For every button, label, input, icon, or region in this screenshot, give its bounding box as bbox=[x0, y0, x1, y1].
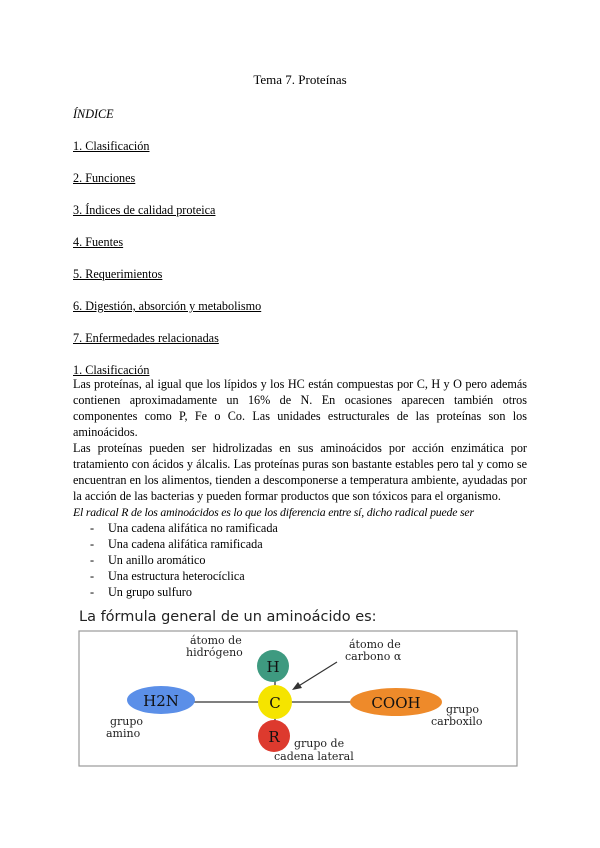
caption: hidrógeno bbox=[186, 646, 243, 659]
index-item[interactable]: 1. Clasificación bbox=[73, 139, 150, 153]
caption: amino bbox=[106, 727, 141, 740]
label-r: R bbox=[268, 728, 280, 746]
label-c: C bbox=[269, 694, 281, 712]
caption: carbono α bbox=[345, 650, 402, 663]
index-item[interactable]: 6. Digestión, absorción y metabolismo bbox=[73, 299, 262, 313]
list-item: - Una estructura heterocíclica bbox=[73, 568, 527, 584]
paragraph: Las proteínas pueden ser hidrolizadas en sus aminoácidos por acción enzimática por tratamiento con ácidos y álcalis. Las proteínas puras son bastante estables pero tal y como se encuentran en los alimentos, tienden a descomponerse a temperatura ambiente, ayudadas por la acción de las bacterias y pueden formar productos que son tóxicos para el organismo. bbox=[73, 441, 527, 503]
index-item[interactable]: 4. Fuentes bbox=[73, 235, 124, 249]
paragraph-italic: El radical R de los aminoácidos es lo que los diferencia entre sí, dicho radical puede ser bbox=[73, 505, 474, 519]
list-item: - Una cadena alifática no ramificada bbox=[73, 520, 527, 536]
list-item: - Un grupo sulfuro bbox=[73, 584, 527, 600]
section-content bbox=[73, 376, 527, 770]
list-item: - Una cadena alifática ramificada bbox=[73, 536, 527, 552]
index-item[interactable]: 3. Índices de calidad proteica bbox=[73, 203, 216, 217]
figure-title: La fórmula general de un aminoácido es: bbox=[79, 609, 377, 625]
caption: átomo de bbox=[190, 634, 242, 647]
caption: átomo de bbox=[349, 638, 401, 651]
index-item[interactable]: 5. Requerimientos bbox=[73, 267, 163, 281]
index-heading: ÍNDICE bbox=[73, 107, 114, 121]
radical-list bbox=[73, 520, 527, 600]
label-cooh: COOH bbox=[371, 694, 421, 712]
caption: grupo bbox=[446, 703, 480, 716]
section-body bbox=[73, 376, 527, 600]
caption: grupo bbox=[110, 715, 144, 728]
paragraph: Las proteínas, al igual que los lípidos y los HC están compuestas por C, H y O pero además contienen aproximadamente un 16% de N. En ocasiones aparecen también otros componentes como P, Fe o Co. Las unidades estructurales de las proteínas son los aminoácidos. bbox=[73, 377, 527, 439]
amino-acid-diagram bbox=[73, 628, 527, 770]
label-nh2: H2N bbox=[143, 692, 179, 710]
label-h: H bbox=[266, 658, 280, 676]
list-item: - Un anillo aromático bbox=[73, 552, 527, 568]
index-item[interactable]: 7. Enfermedades relacionadas bbox=[73, 331, 219, 345]
caption: grupo de bbox=[294, 737, 345, 750]
section-heading: 1. Clasificación bbox=[73, 363, 150, 377]
document-title: Tema 7. Proteínas bbox=[253, 72, 347, 87]
index-item[interactable]: 2. Funciones bbox=[73, 171, 136, 185]
caption: carboxilo bbox=[431, 715, 483, 728]
caption: cadena lateral bbox=[274, 750, 354, 763]
